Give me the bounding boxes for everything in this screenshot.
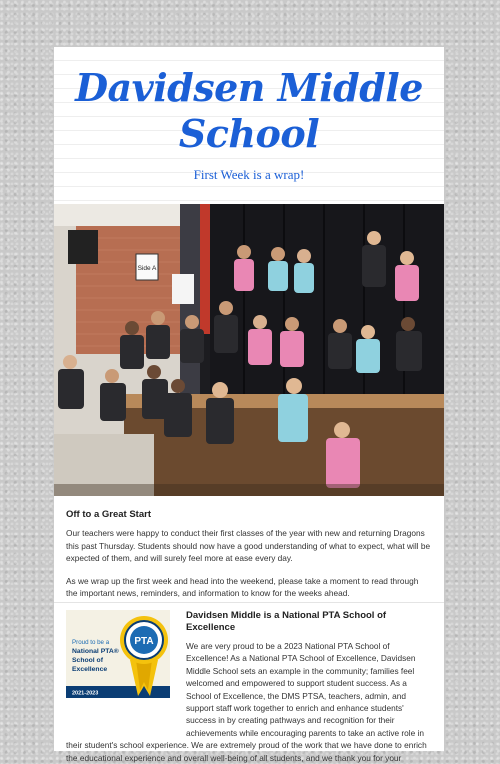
badge-years: 2021-2023	[72, 690, 99, 697]
class-photo	[54, 204, 444, 496]
newsletter-card	[54, 47, 444, 763]
page-subtitle: First Week is a wrap!	[193, 167, 305, 182]
page-title: Davidsen Middle School	[75, 65, 423, 156]
pta-paragraph: We are very proud to be a 2023 National PTA School of Excellence! As a National PTA School of Excellence, Davidsen Middle School sets an example in the community; families feel welcomed and empowered to support student success. As a School of Excellence, the DMS PTSA, teachers, admin, and support staff work together to enrich and enhance students' success in by creating pathways and recognition for their achievements while encouraging parents to take an active role in their student's school experience. We are extremely proud of the work that we have done to enrich the educational experience and overall well-being of all students, and we thank you for your	[66, 641, 427, 763]
badge-seal-text: PTA	[134, 636, 154, 647]
badge-line-3: School of	[72, 657, 103, 664]
section-divider	[54, 602, 444, 603]
section-heading: Davidsen Middle is a National PTA School of Excellence	[186, 610, 387, 633]
section-great-start	[66, 509, 432, 599]
badge-line-4: Excellence	[72, 666, 108, 673]
newsletter-header	[54, 47, 444, 201]
stage-sign: Side A	[137, 265, 157, 272]
section-paragraph: As we wrap up the first week and head into the weekend, please take a moment to read through the important news, reminders, and information to know for the weeks ahead.	[66, 575, 419, 599]
pta-section-body	[66, 640, 432, 764]
class-photo-illustration	[54, 204, 444, 496]
section-heading: Off to a Great Start	[66, 509, 151, 520]
section-paragraph: Our teachers were happy to conduct their first classes of the year with new and returning Dragons this past Thursday. Students should now have a good understanding of what to expect, what will be expected of them, and will surely feel more at ease every day.	[66, 528, 431, 564]
badge-line-1: Proud to be a	[72, 639, 110, 646]
badge-line-2: National PTA®	[72, 648, 119, 655]
